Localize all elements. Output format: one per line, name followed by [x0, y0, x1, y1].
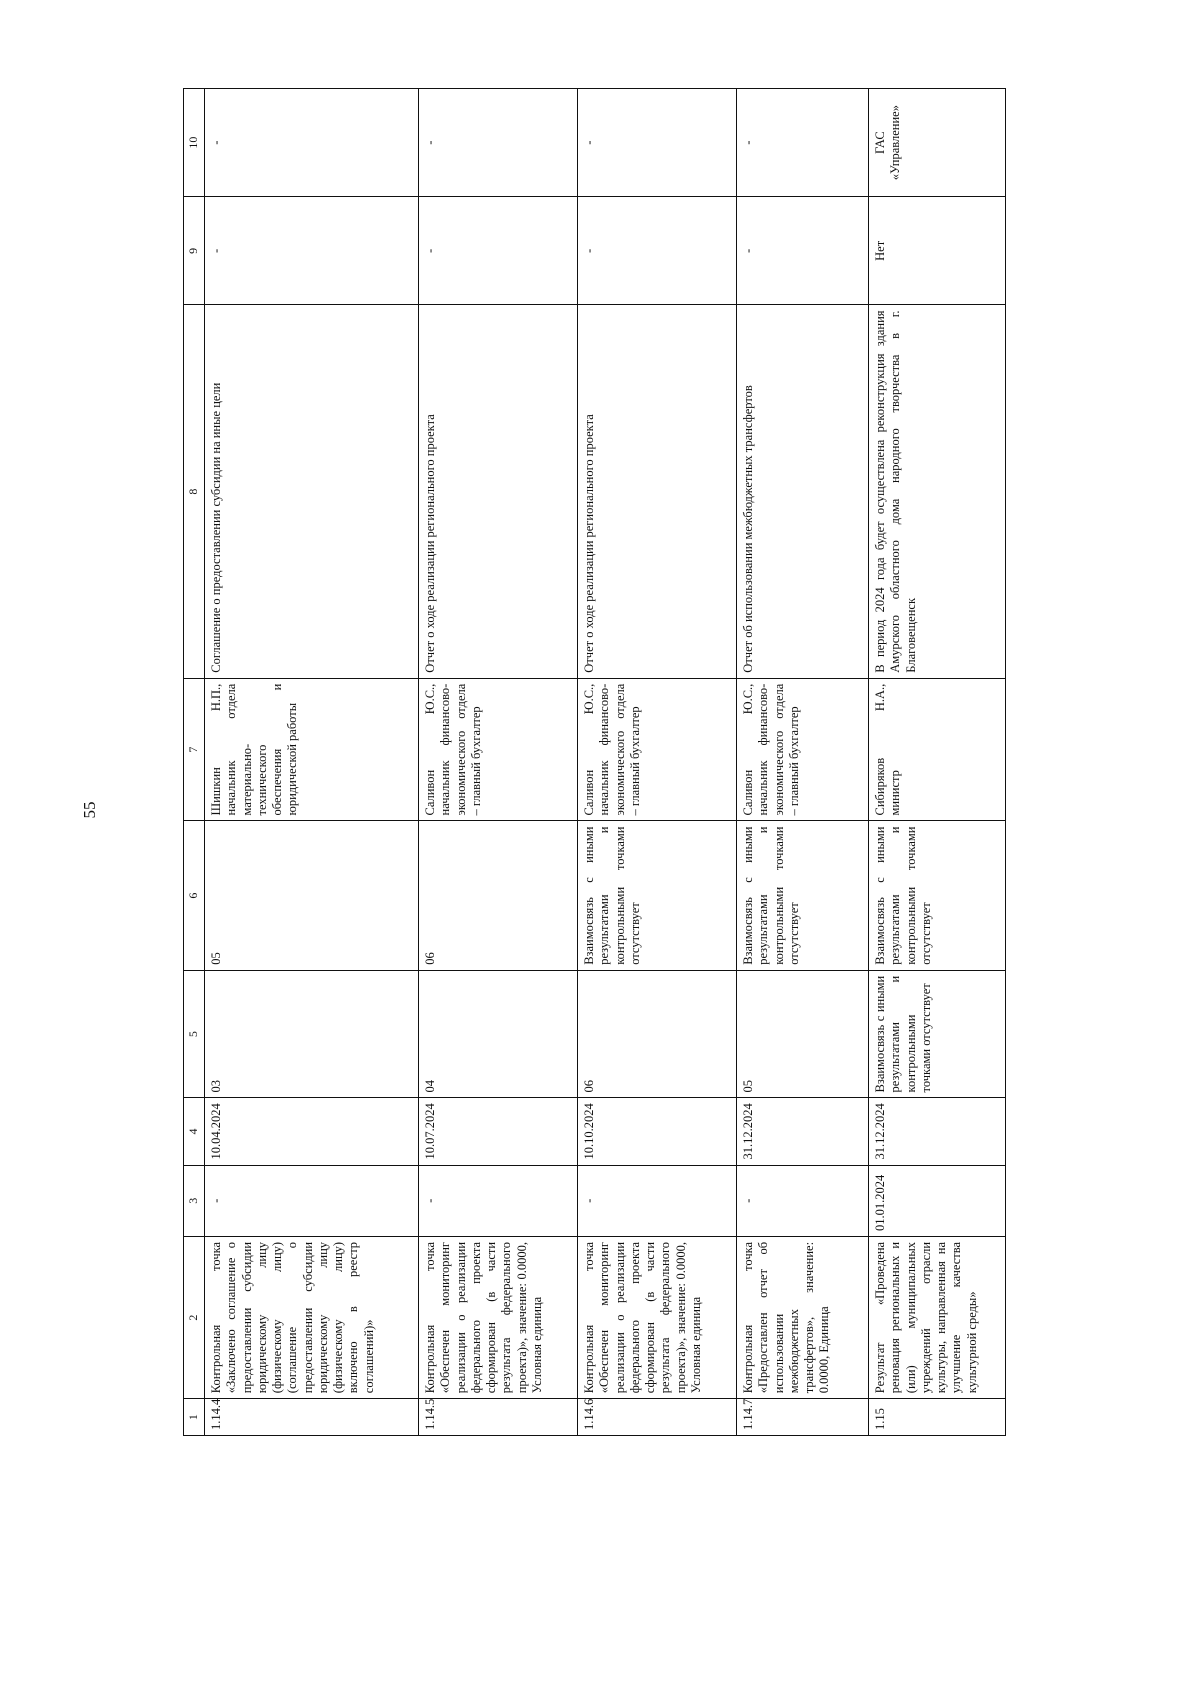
predecessor-links: 06 [578, 970, 737, 1098]
page-number: 55 [80, 801, 99, 819]
milestone-description: Контрольная точка «Предоставлен отчет об использовании межбюджетных трансфертов», значение: 0.0000, Единица [737, 1236, 869, 1398]
row-number: 1.14.5 [419, 1399, 578, 1436]
successor-links: Взаимосвязь с иными результатами и контрольными точками отсутствует [737, 821, 869, 970]
information-system: - [205, 89, 419, 197]
start-date: 01.01.2024 [869, 1165, 1006, 1236]
predecessor-links: Взаимосвязь с иными результатами и контрольными точками отсутствует [869, 970, 1006, 1098]
information-system: - [737, 89, 869, 197]
col-header-9: 9 [184, 197, 205, 305]
col-header-4: 4 [184, 1098, 205, 1165]
column-9-value: - [737, 197, 869, 305]
col-header-8: 8 [184, 305, 205, 678]
document-type: Соглашение о предоставлении субсидии на иные цели [205, 305, 419, 678]
column-9-value: - [205, 197, 419, 305]
successor-links: Взаимосвязь с иными результатами и контрольными точками отсутствует [869, 821, 1006, 970]
responsible-person: Саливон Ю.С., начальник финансово-экономического отдела – главный бухгалтер [578, 678, 737, 821]
responsible-person: Саливон Ю.С., начальник финансово-экономического отдела – главный бухгалтер [737, 678, 869, 821]
col-header-7: 7 [184, 678, 205, 821]
milestone-description: Контрольная точка «Обеспечен мониторинг реализации о реализации федерального проекта сформирован (в части результата федерального проекта)», значение: 0.0000, Условная единица [419, 1236, 578, 1398]
table-row [419, 89, 578, 1436]
document-type: Отчет о ходе реализации регионального проекта [419, 305, 578, 678]
responsible-person: Саливон Ю.С., начальник финансово-экономического отдела – главный бухгалтер [419, 678, 578, 821]
end-date: 31.12.2024 [869, 1098, 1006, 1165]
col-header-2: 2 [184, 1236, 205, 1398]
end-date: 10.07.2024 [419, 1098, 578, 1165]
successor-links: 06 [419, 821, 578, 970]
start-date: - [419, 1165, 578, 1236]
col-header-6: 6 [184, 821, 205, 970]
table-row [578, 89, 737, 1436]
table-row [869, 89, 1006, 1436]
end-date: 10.04.2024 [205, 1098, 419, 1165]
project-plan-table [183, 88, 1006, 1436]
predecessor-links: 04 [419, 970, 578, 1098]
row-number: 1.14.6 [578, 1399, 737, 1436]
column-9-value: - [419, 197, 578, 305]
col-header-3: 3 [184, 1165, 205, 1236]
column-9-value: - [578, 197, 737, 305]
col-header-10: 10 [184, 89, 205, 197]
milestone-description: Результат «Проведена реновация региональных и (или) муниципальных учреждений отрасли культуры, направленная на улучшение качества культурной среды» [869, 1236, 1006, 1398]
row-number: 1.14.7 [737, 1399, 869, 1436]
col-header-5: 5 [184, 970, 205, 1098]
col-header-1: 1 [184, 1399, 205, 1436]
document-type: Отчет об использовании межбюджетных трансфертов [737, 305, 869, 678]
column-9-value: Нет [869, 197, 1006, 305]
successor-links: Взаимосвязь с иными результатами и контрольными точками отсутствует [578, 821, 737, 970]
document-type: В период 2024 года будет осуществлена реконструкция здания Амурского областного дома народного творчества в г. Благовещенск [869, 305, 1006, 678]
header-row [184, 89, 205, 1436]
milestone-description: Контрольная точка «Заключено соглашение о предоставлении субсидии юридическому лицу (физическому лицу) (соглашение о предоставлении субсидии юридическому лицу (физическому лицу) включено в реестр соглашений)» [205, 1236, 419, 1398]
end-date: 10.10.2024 [578, 1098, 737, 1165]
responsible-person: Шишкин Н.П., начальник отдела материально-технического обеспечения и юридической работы [205, 678, 419, 821]
row-number: 1.14.4 [205, 1399, 419, 1436]
end-date: 31.12.2024 [737, 1098, 869, 1165]
information-system: - [578, 89, 737, 197]
predecessor-links: 05 [737, 970, 869, 1098]
information-system: - [419, 89, 578, 197]
information-system: ГАС «Управление» [869, 89, 1006, 197]
start-date: - [737, 1165, 869, 1236]
start-date: - [578, 1165, 737, 1236]
responsible-person: Сибиряков Н.А., министр [869, 678, 1006, 821]
document-type: Отчет о ходе реализации регионального проекта [578, 305, 737, 678]
table-row [205, 89, 419, 1436]
start-date: - [205, 1165, 419, 1236]
successor-links: 05 [205, 821, 419, 970]
table-row [737, 89, 869, 1436]
predecessor-links: 03 [205, 970, 419, 1098]
milestone-description: Контрольная точка «Обеспечен мониторинг реализации о реализации федерального проекта сформирован (в части результата федерального проекта)», значение: 0.0000, Условная единица [578, 1236, 737, 1398]
row-number: 1.15 [869, 1399, 1006, 1436]
project-plan-table-rotated [183, 88, 1033, 1436]
